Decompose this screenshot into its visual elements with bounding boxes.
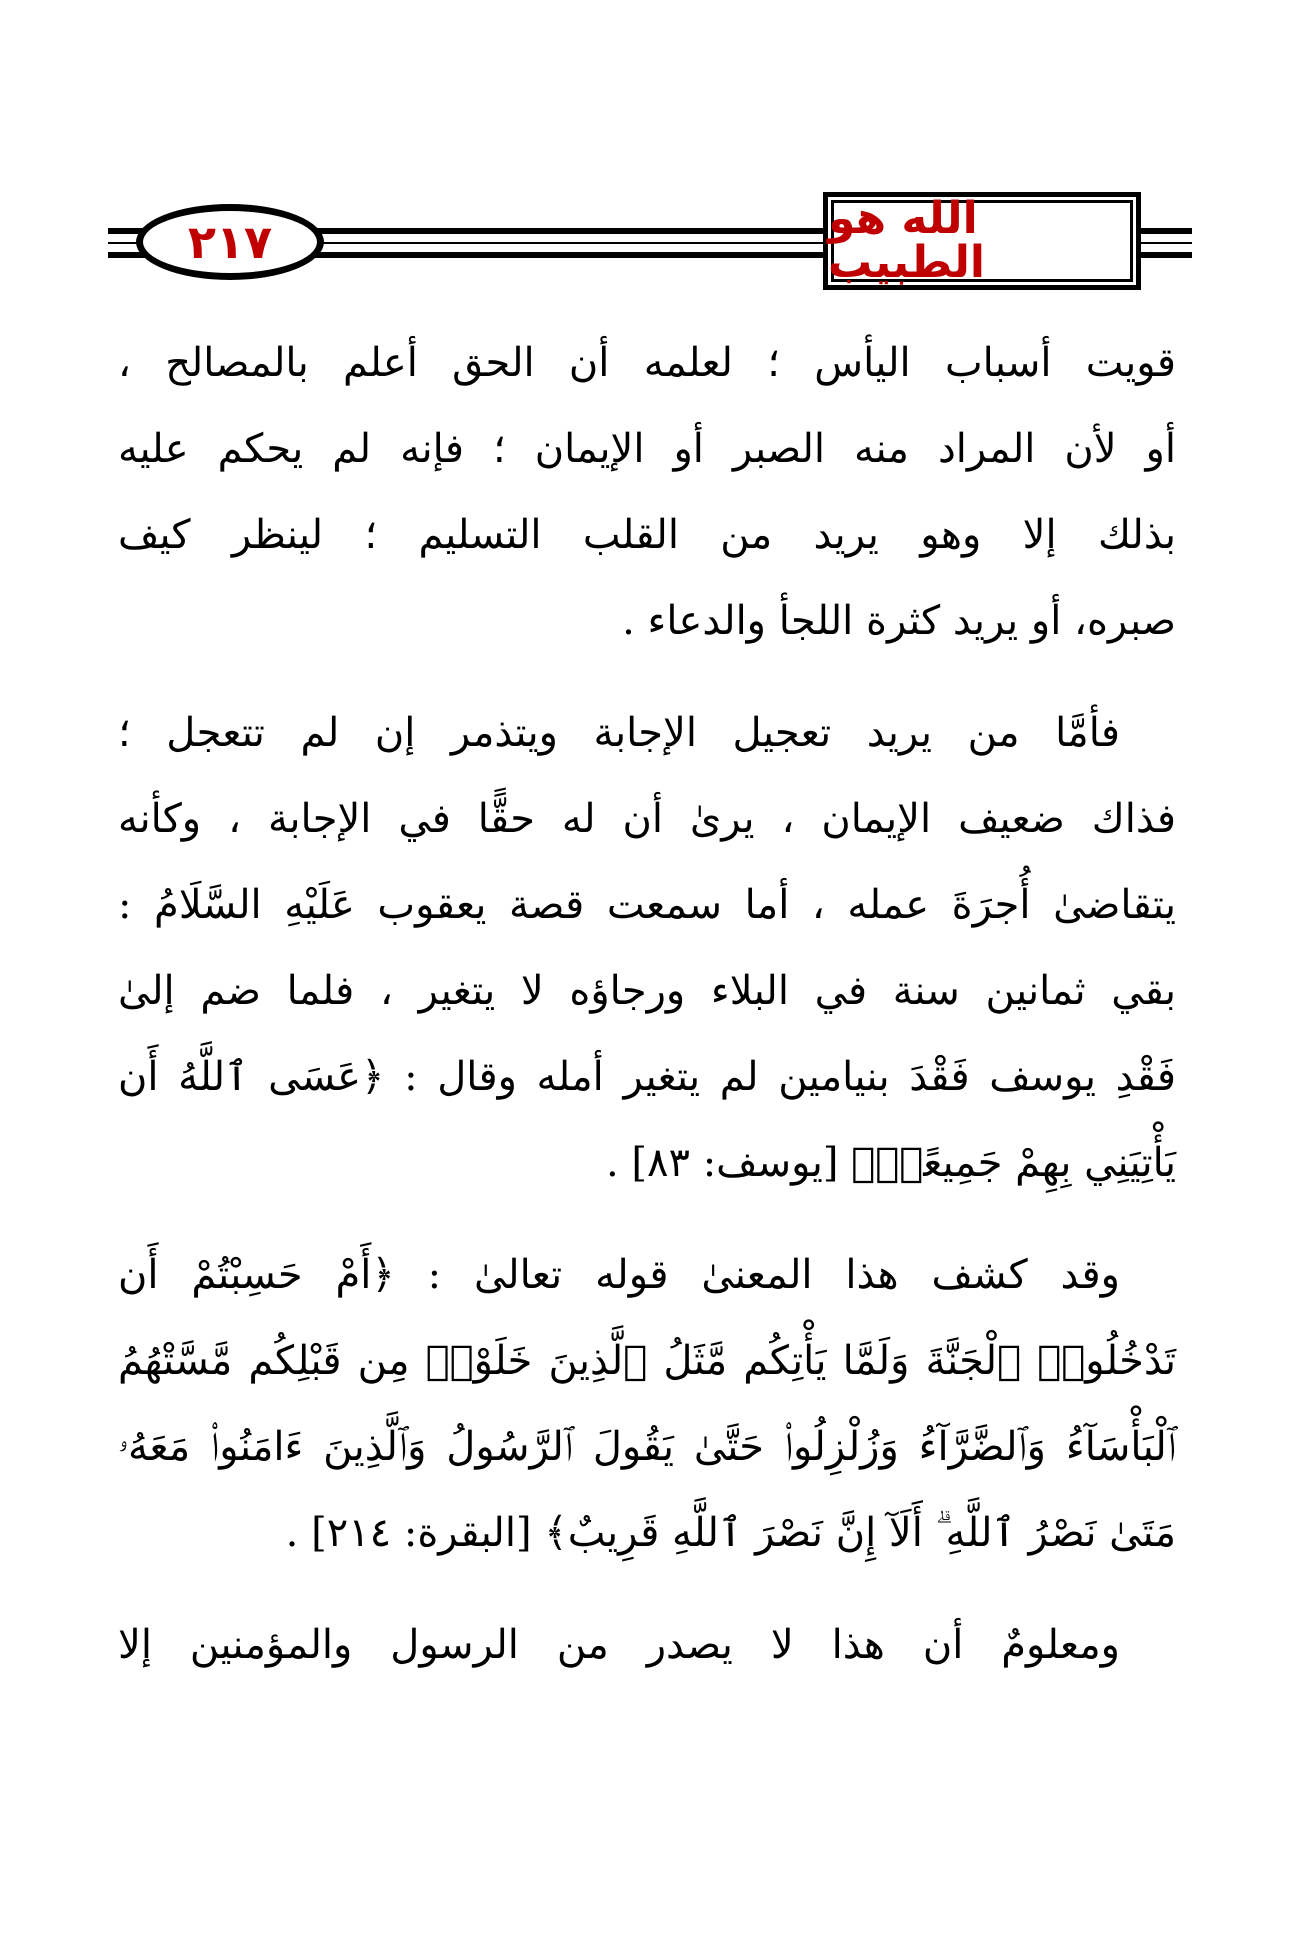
text-line: يتقاضىٰ أُجرَةَ عمله ، أما سمعت قصة يعقوب عَلَيْهِ السَّلَامُ : [118, 882, 1176, 928]
page-body [118, 320, 1176, 1714]
chapter-title: الله هو الطبيب [828, 193, 985, 288]
text-line: تَدْخُلُوا۟ ٱلْجَنَّةَ وَلَمَّا يَأْتِكُم مَّثَلُ ٱلَّذِينَ خَلَوْا۟ مِن قَبْلِكُم مَّسَّتْهُمُ [118, 1338, 1176, 1384]
chapter-title-box [823, 192, 1141, 290]
text-line: فَقْدِ يوسف فَقْدَ بنيامين لم يتغير أمله وقال : ﴿عَسَى ٱللَّهُ أَن [118, 1054, 1176, 1100]
text-line: ومعلومٌ أن هذا لا يصدر من الرسول والمؤمنين إلا [118, 1622, 1120, 1668]
text-line: أو لأن المراد منه الصبر أو الإيمان ؛ فإنه لم يحكم عليه [118, 426, 1176, 472]
paragraph [118, 690, 1176, 1206]
text-line: فذاك ضعيف الإيمان ، يرىٰ أن له حقًّا في الإجابة ، وكأنه [118, 796, 1176, 842]
text-line: ٱلْبَأْسَآءُ وَٱلضَّرَّآءُ وَزُلْزِلُوا۟ حَتَّىٰ يَقُولَ ٱلرَّسُولُ وَٱلَّذِينَ ءَامَنُوا۟ مَعَهُۥ [118, 1424, 1176, 1470]
paragraph [118, 1602, 1176, 1688]
text-line: بذلك إلا وهو يريد من القلب التسليم ؛ لينظر كيف [118, 512, 1176, 558]
paragraph [118, 1232, 1176, 1576]
page-number-badge [136, 204, 324, 280]
text-line: صبره، أو يريد كثرة اللجأ والدعاء . [622, 598, 1176, 644]
page-header [108, 193, 1192, 298]
text-line: بقي ثمانين سنة في البلاء ورجاؤه لا يتغير ، فلما ضم إلىٰ [118, 968, 1176, 1014]
text-line: مَتَىٰ نَصْرُ ٱللَّهِ ۗ أَلَآ إِنَّ نَصْرَ ٱللَّهِ قَرِيبٌ﴾ [البقرة: ٢١٤] . [285, 1510, 1176, 1556]
text-line: يَأْتِيَنِي بِهِمْ جَمِيعًاۚ﴾ [يوسف: ٨٣] . [605, 1140, 1176, 1186]
paragraph [118, 320, 1176, 664]
page-number: ٢١٧ [187, 215, 273, 269]
text-line: وقد كشف هذا المعنىٰ قوله تعالىٰ : ﴿أَمْ حَسِبْتُمْ أَن [118, 1252, 1120, 1298]
text-line: قويت أسباب اليأس ؛ لعلمه أن الحق أعلم بالمصالح ، [118, 340, 1176, 386]
text-line: فأمَّا من يريد تعجيل الإجابة ويتذمر إن لم تتعجل ؛ [118, 710, 1120, 756]
